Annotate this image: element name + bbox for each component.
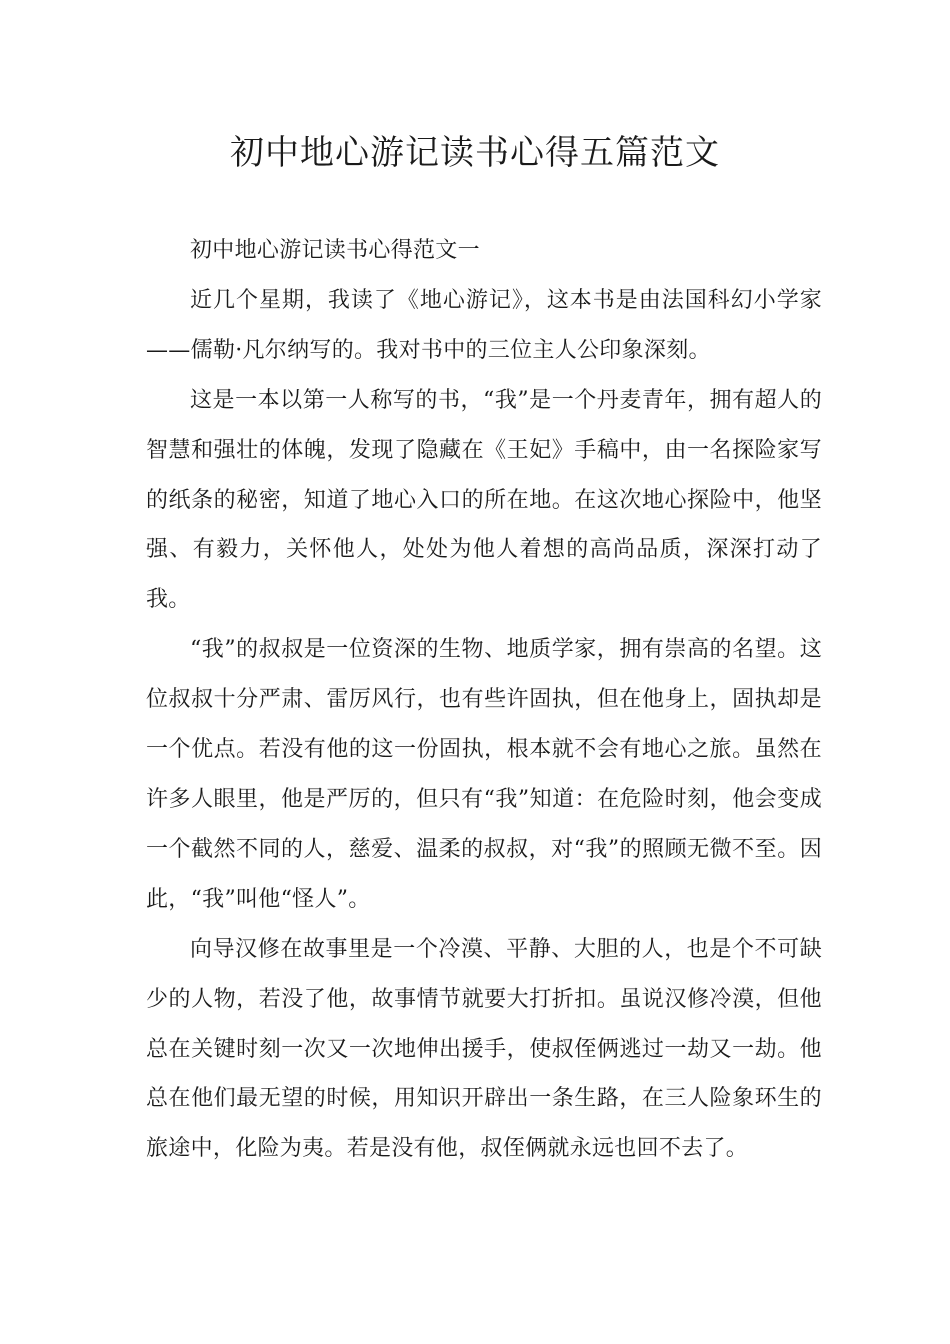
paragraph: “我”的叔叔是一位资深的生物、地质学家，拥有崇高的名望。这位叔叔十分严肃、雷厉风行，也有些许固执，但在他身上，固执却是一个优点。若没有他的这一份固执，根本就不会有地心之旅。虽然在许多人眼里，他是严厉的，但只有“我”知道：在危险时刻，他会变成一个截然不同的人，慈爱、温柔的叔叔，对“我”的照顾无微不至。因此，“我”叫他“怪人”。 — [146, 637, 822, 912]
section-heading: 初中地心游记读书心得范文一 — [190, 238, 480, 263]
paragraph: 这是一本以第一人称写的书，“我”是一个丹麦青年，拥有超人的智慧和强壮的体魄，发现了隐藏在《王妃》手稿中，由一名探险家写的纸条的秘密，知道了地心入口的所在地。在这次地心探险中，他坚强、有毅力，关怀他人，处处为他人着想的高尚品质，深深打动了我。 — [146, 387, 822, 613]
paragraph: 向导汉修在故事里是一个冷漠、平静、大胆的人，也是个不可缺少的人物，若没了他，故事情节就要大打折扣。虽说汉修冷漠，但他总在关键时刻一次又一次地伸出援手，使叔侄俩逃过一劫又一劫。他总在他们最无望的时候，用知识开辟出一条生路，在三人险象环生的旅途中，化险为夷。若是没有他，叔侄俩就永远也回不去了。 — [146, 936, 822, 1162]
paragraph: 近几个星期，我读了《地心游记》，这本书是由法国科幻小学家——儒勒·凡尔纳写的。我对书中的三位主人公印象深刻。 — [146, 287, 822, 363]
document-body — [146, 226, 822, 1174]
document-title: 初中地心游记读书心得五篇范文 — [230, 133, 720, 173]
